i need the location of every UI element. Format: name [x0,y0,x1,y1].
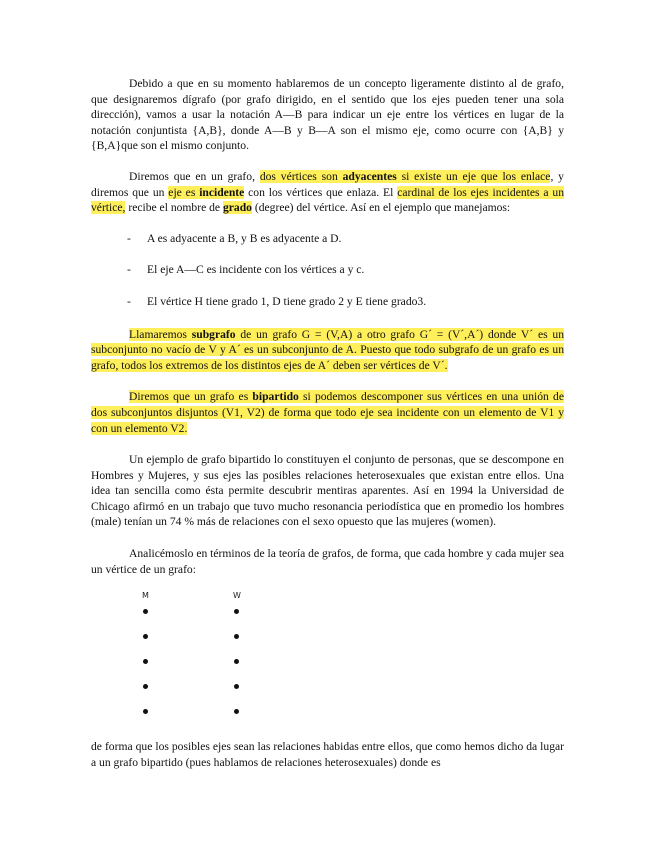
vertex-woman [234,634,239,639]
paragraph-subgraph [91,327,564,374]
example-list [91,231,564,310]
term-grado: grado [222,201,252,215]
highlight-adjacent [260,170,551,183]
text-run: eje es [168,185,200,199]
list-item [127,294,564,310]
list-dash: - [127,231,131,245]
term-incidente: incidente [199,185,245,199]
vertex-woman [234,659,239,664]
vertex-man [143,609,148,614]
vertex-woman [234,609,239,614]
text-run: si podemos descomponer sus vértices en una unión de dos subconjuntos disjuntos (V1, V2) de forma que todo eje sea incidente con un elemento de V1 y con un elemento V2. [91,390,564,435]
term-adyacentes: adyacentes [342,169,397,183]
paragraph-notation: Debido a que en su momento hablaremos de un concepto ligeramente distinto al de grafo, que designaremos dígrafo (por grafo dirigido, en el sentido que los ejes pueden tener una sola dirección), vamos a usar la notación A—B para indicar un eje entre los vértices en lugar de la notación conjuntista {A,B}, donde A—B y B—A son el mismo eje, como ocurre con {A,B} y {B,A}que son el mismo conjunto. [91,77,564,153]
list-item [127,231,564,247]
paragraph-bipartite [91,389,564,436]
vertex-woman [234,709,239,714]
label-women: W [233,591,241,601]
list-dash: - [127,263,131,277]
paragraph-analysis: Analicémoslo en términos de la teoría de grafos, de forma, que cada hombre y cada mujer sea un vértice de un grafo: [91,547,564,576]
list-dash: - [127,294,131,308]
highlight-subgraph [91,328,564,372]
vertex-man [143,634,148,639]
vertex-man [143,709,148,714]
highlight-cardinal: cardinal de los ejes incidentes a un vértice, [91,185,565,215]
text-run: dos vértices son [259,169,343,183]
list-item-text: El eje A—C es incidente con los vértices a y c. [147,263,365,277]
vertex-man [143,684,148,689]
label-men: M [142,591,149,601]
paragraph-adjacency [91,169,564,216]
list-item [127,262,564,278]
text-run: Llamaremos [129,327,192,341]
highlight-incident [168,186,244,199]
text-run: si existe un eje que los enlace [396,169,551,183]
text-run: de un grafo G = (V,A) a otro grafo G´ = (V´,A´) donde V´ es un subconjunto no vacío de V y A´ es un subconjunto de A. Puesto que todo subgrafo de un grafo es un grafo, todos los extremos de los distintos ejes de A´ deben ser vértices de V´. [91,327,564,372]
text-run: recibe el nombre de [125,201,223,215]
highlight-bipartite [91,390,564,434]
paragraph-example: Un ejemplo de grafo bipartido lo constituyen el conjunto de personas, que se descompone en Hombres y Mujeres, y sus ejes las posibles relaciones heterosexuales que existan entre ellos. Una idea tan sencilla como ésta permite descubrir mentiras aparentes. Así en 1994 la Universidad de Chicago afirmó en un trabajo que tuvo mucho resonancia periodística que en promedio los hombres (male) tenían un 74 % más de relaciones con el sexo opuesto que las mujeres (women). [91,453,564,529]
text-run: (degree) del vértice. Así en el ejemplo que manejamos: [251,201,511,215]
vertex-woman [234,684,239,689]
list-item-text: A es adyacente a B, y B es adyacente a D. [147,231,342,245]
bipartite-graph-figure [91,591,564,731]
term-subgrafo: subgrafo [191,327,236,341]
document-page [91,76,564,770]
vertex-man [143,659,148,664]
text-run: Diremos que un grafo es [129,390,253,404]
term-bipartido: bipartido [252,390,299,404]
list-item-text: El vértice H tiene grado 1, D tiene grado 2 y E tiene grado3. [147,294,427,308]
text-run: , y diremos que un [91,169,564,199]
text-run: con los vértices que enlaza. El [244,185,398,199]
text-run: Diremos que en un grafo, [129,169,260,183]
paragraph-continuation: de forma que los posibles ejes sean las relaciones habidas entre ellos, que como hemos dicho da lugar a un grafo bipartido (pues hablamos de relaciones heterosexuales) donde es [91,740,564,769]
